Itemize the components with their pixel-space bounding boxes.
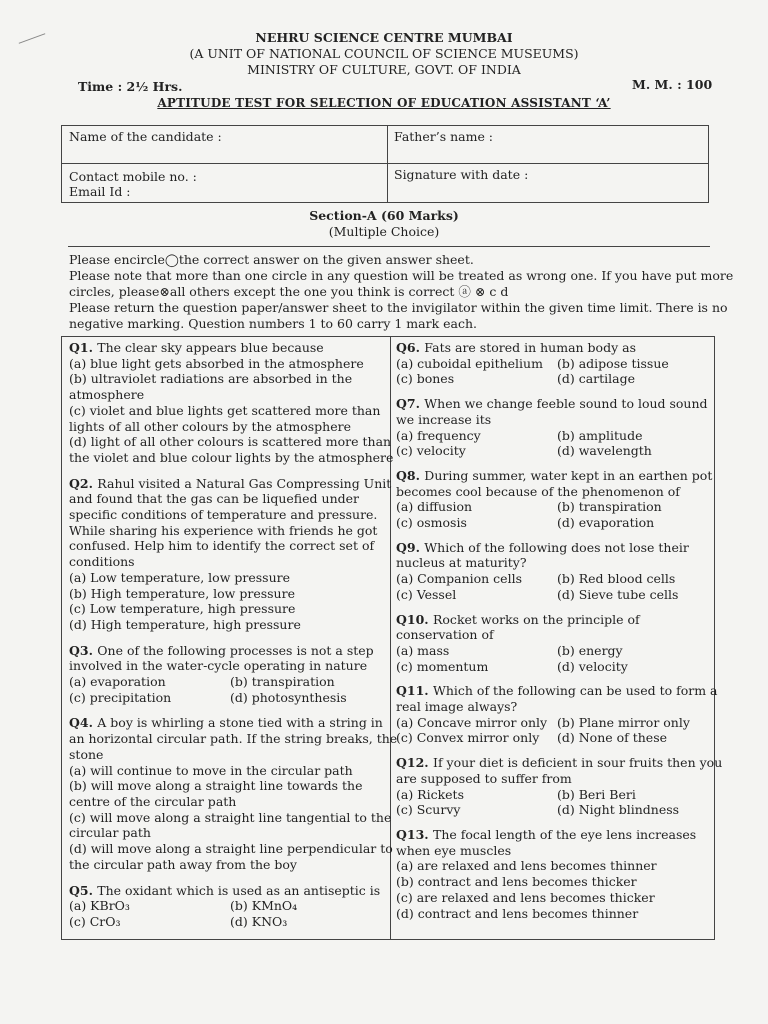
question-line: when eye muscles <box>396 842 512 858</box>
question-text <box>396 612 714 628</box>
candidate-name-field[interactable]: Name of the candidate : <box>69 129 222 144</box>
question-column-right <box>396 340 723 921</box>
answer-option: (a) Rickets <box>396 786 464 802</box>
father-name-field[interactable]: Father’s name : <box>394 129 494 144</box>
question-stem: The oxidant which is used as an antiseptic is <box>97 882 381 898</box>
question-text <box>396 683 718 699</box>
question-stem: Which of the following can be used to form a <box>433 683 718 699</box>
question-number: Q8. <box>396 467 425 483</box>
answer-option: (c) Scurvy <box>396 802 461 818</box>
question-q13 <box>396 827 714 921</box>
answer-option: (d) wavelength <box>557 443 652 459</box>
answer-option: (a) Companion cells <box>396 571 522 587</box>
question-line: nucleus at maturity? <box>396 555 527 571</box>
question-line: (a) will continue to move in the circular path <box>69 762 353 778</box>
email-field[interactable]: Email Id : <box>69 184 131 199</box>
question-text <box>396 396 714 412</box>
answer-option: (b) energy <box>557 642 623 658</box>
answer-option: (d) velocity <box>557 658 628 674</box>
answer-option: (b) Plane mirror only <box>557 714 690 730</box>
question-text <box>69 715 385 731</box>
question-q1 <box>69 340 394 466</box>
option-row <box>396 730 714 746</box>
question-line: we increase its <box>396 411 492 427</box>
question-line: (c) are relaxed and lens becomes thicker <box>396 889 655 905</box>
option-row <box>396 659 714 675</box>
question-line: (c) violet and blue lights get scattered more than <box>69 402 381 418</box>
question-stem: One of the following processes is not a step <box>97 642 374 658</box>
question-text <box>396 340 714 356</box>
test-title: APTITUDE TEST FOR SELECTION OF EDUCATION ASSISTANT ‘A’ <box>157 96 611 110</box>
option-row <box>69 690 385 706</box>
question-line: (b) ultraviolet radiations are absorbed in the <box>69 371 353 387</box>
question-stem: The clear sky appears blue because <box>97 340 324 355</box>
question-text <box>396 540 714 556</box>
question-text <box>396 755 723 771</box>
answer-option: (c) precipitation <box>69 689 172 705</box>
question-line: (a) are relaxed and lens becomes thinner <box>396 858 657 874</box>
answer-option: (c) bones <box>396 371 455 387</box>
question-stem: During summer, water kept in an earthen pot <box>424 467 713 483</box>
option-row <box>69 898 385 914</box>
question-line: an horizontal circular path. If the string breaks, the <box>69 731 398 747</box>
divider <box>387 126 388 202</box>
question-number: Q9. <box>396 539 425 555</box>
question-q2 <box>69 475 392 633</box>
question-q12 <box>396 755 723 818</box>
question-line: centre of the circular path <box>69 793 237 809</box>
answer-option: (d) KNO₃ <box>230 913 288 929</box>
instruction-line: circles, please⊗all others except the one you think is correct ⓐ ⊗ c d <box>69 284 509 299</box>
max-marks: M. M. : 100 <box>632 77 713 92</box>
question-stem: If your diet is deficient in sour fruits then you <box>433 755 723 771</box>
answer-option: (c) osmosis <box>396 515 467 531</box>
question-stem: The focal length of the eye lens increases <box>433 826 697 842</box>
question-line: becomes cool because of the phenomenon of <box>396 483 680 499</box>
option-row <box>396 715 714 731</box>
question-stem: Rocket works on the principle of <box>433 611 640 627</box>
instruction-line: Please encircle◯the correct answer on the given answer sheet. <box>69 252 474 267</box>
question-number: Q4. <box>69 715 98 731</box>
answer-option: (a) frequency <box>396 427 481 443</box>
instructions <box>69 252 734 332</box>
question-number: Q1. <box>69 340 98 355</box>
answer-option: (b) adipose tissue <box>557 355 669 371</box>
question-line: involved in the water-cycle operating in nature <box>69 658 368 674</box>
question-q9 <box>396 540 714 603</box>
question-line: (a) blue light gets absorbed in the atmosphere <box>69 355 364 371</box>
question-q5 <box>69 883 385 930</box>
question-stem: Rahul visited a Natural Gas Compressing Unit <box>97 475 392 491</box>
question-column-left <box>69 340 398 930</box>
answer-option: (a) cuboidal epithelium <box>396 355 543 371</box>
ministry: MINISTRY OF CULTURE, GOVT. OF INDIA <box>247 62 521 77</box>
answer-option: (a) mass <box>396 642 450 658</box>
question-line: confused. Help him to identify the correct set of <box>69 538 375 554</box>
question-line: stone <box>69 746 104 762</box>
option-row <box>396 587 714 603</box>
question-number: Q7. <box>396 396 425 412</box>
instruction-line: Please return the question paper/answer sheet to the invigilator within the given time limit. There is no <box>69 300 728 315</box>
section-subtitle: (Multiple Choice) <box>328 224 440 239</box>
question-line: (b) contract and lens becomes thicker <box>396 874 637 890</box>
question-line: (c) will move along a straight line tangential to the <box>69 809 392 825</box>
answer-option: (a) evaporation <box>69 674 166 690</box>
question-line: While sharing his experience with friends he got <box>69 522 378 538</box>
divider <box>62 163 708 164</box>
question-line: conservation of <box>396 627 494 643</box>
answer-option: (b) Beri Beri <box>557 786 636 802</box>
question-line: atmosphere <box>69 387 145 403</box>
question-line: (b) High temperature, low pressure <box>69 585 295 601</box>
question-q11 <box>396 683 718 746</box>
answer-option: (b) Red blood cells <box>557 571 676 587</box>
option-row <box>69 674 385 690</box>
question-q3 <box>69 643 385 706</box>
answer-option: (b) KMnO₄ <box>230 898 298 914</box>
question-line: (d) High temperature, high pressure <box>69 616 301 632</box>
question-stem: Fats are stored in human body as <box>424 340 636 355</box>
answer-option: (c) Vessel <box>396 586 457 602</box>
instruction-line: negative marking. Question numbers 1 to 60 carry 1 mark each. <box>69 316 478 331</box>
question-line: are supposed to suffer from <box>396 770 572 786</box>
answer-option: (c) velocity <box>396 443 466 459</box>
question-text <box>396 468 714 484</box>
question-number: Q6. <box>396 340 425 355</box>
question-text <box>69 340 385 356</box>
answer-option: (d) None of these <box>557 730 668 746</box>
question-number: Q10. <box>396 611 433 627</box>
question-line: the circular path away from the boy <box>69 856 297 872</box>
question-line: lights of all other colours by the atmosphere <box>69 418 351 434</box>
question-text <box>396 827 714 843</box>
question-number: Q5. <box>69 882 98 898</box>
answer-option: (d) Night blindness <box>557 802 680 818</box>
question-number: Q12. <box>396 755 433 771</box>
question-q6 <box>396 340 714 387</box>
answer-option: (a) Concave mirror only <box>396 714 548 730</box>
answer-option: (d) photosynthesis <box>230 689 347 705</box>
question-stem: When we change feeble sound to loud sound <box>424 396 708 412</box>
option-row <box>396 571 714 587</box>
question-line: (a) Low temperature, low pressure <box>69 569 290 585</box>
question-text <box>69 883 385 899</box>
option-row <box>69 914 385 930</box>
answer-option: (d) Sieve tube cells <box>557 586 679 602</box>
question-line: (d) contract and lens becomes thinner <box>396 905 639 921</box>
option-row <box>396 428 714 444</box>
question-line: conditions <box>69 554 135 570</box>
candidate-info-box <box>61 125 709 203</box>
answer-option: (d) evaporation <box>557 515 655 531</box>
option-row <box>396 356 714 372</box>
question-number: Q3. <box>69 642 98 658</box>
question-number: Q13. <box>396 826 433 842</box>
question-line: circular path <box>69 825 151 841</box>
option-row <box>396 443 714 459</box>
instruction-line: Please note that more than one circle in any question will be treated as wrong one. If you have put more <box>69 268 734 283</box>
question-number: Q2. <box>69 475 98 491</box>
question-line: the violet and blue colour lights by the atmosphere <box>69 449 394 465</box>
question-q7 <box>396 396 714 459</box>
option-row <box>396 499 714 515</box>
question-grid <box>61 336 723 940</box>
option-row <box>396 643 714 659</box>
question-stem: A boy is whirling a stone tied with a string in <box>97 715 383 731</box>
question-text <box>69 475 392 492</box>
mobile-field[interactable]: Contact mobile no. : <box>69 169 197 184</box>
option-row <box>396 515 714 531</box>
question-line: and found that the gas can be liquefied under <box>69 491 359 507</box>
org-unit: (A UNIT OF NATIONAL COUNCIL OF SCIENCE MUSEUMS) <box>189 46 579 61</box>
section-title: Section-A (60 Marks) <box>309 208 459 223</box>
question-q10 <box>396 612 714 675</box>
option-row <box>396 371 714 387</box>
answer-option: (b) amplitude <box>557 427 643 443</box>
time-allowed: Time : 2½ Hrs. <box>78 79 183 94</box>
org-name: NEHRU SCIENCE CENTRE MUMBAI <box>255 30 513 45</box>
question-line: specific conditions of temperature and pressure. <box>69 507 378 523</box>
answer-option: (d) cartilage <box>557 371 636 387</box>
answer-option: (b) transpiration <box>557 499 662 515</box>
answer-option: (c) CrO₃ <box>69 913 121 929</box>
question-line: real image always? <box>396 699 518 715</box>
question-number: Q11. <box>396 683 433 699</box>
question-line: (d) will move along a straight line perpendicular to <box>69 841 393 857</box>
question-q8 <box>396 468 714 531</box>
question-line: (c) Low temperature, high pressure <box>69 601 296 617</box>
answer-option: (c) momentum <box>396 658 489 674</box>
question-q4 <box>69 715 398 872</box>
question-text <box>69 643 385 659</box>
signature-field[interactable]: Signature with date : <box>394 167 529 182</box>
question-line: (d) light of all other colours is scattered more than <box>69 434 392 450</box>
answer-option: (b) transpiration <box>230 674 335 690</box>
option-row <box>396 787 714 803</box>
option-row <box>396 802 714 818</box>
answer-option: (a) KBrO₃ <box>69 898 130 914</box>
question-line: (b) will move along a straight line towards the <box>69 778 363 794</box>
answer-option: (c) Convex mirror only <box>396 730 540 746</box>
divider <box>68 246 710 247</box>
answer-option: (a) diffusion <box>396 499 473 515</box>
question-stem: Which of the following does not lose their <box>424 539 689 555</box>
